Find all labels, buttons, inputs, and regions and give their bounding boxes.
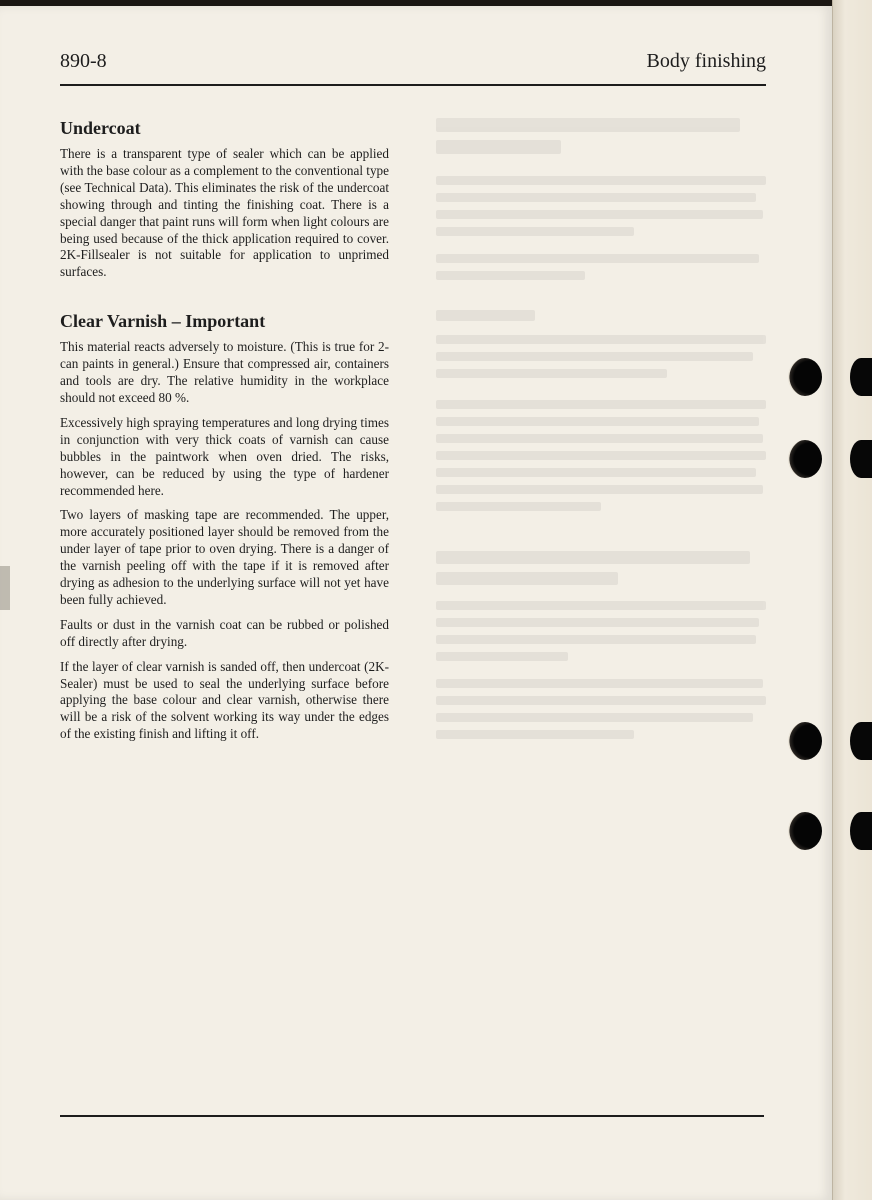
clear-varnish-paragraph-5: If the layer of clear varnish is sanded off, then undercoat (2K-Sealer) must be used to seal the underlying surface before applying the base colour and clear varnish, otherwise there will be a risk of the solvent working its way under the edges of the existing finish and lifting it off. — [60, 658, 389, 742]
binder-hole-icon — [788, 812, 822, 850]
clear-varnish-paragraph-4: Faults or dust in the varnish coat can be rubbed or polished off directly after drying. — [60, 616, 389, 649]
clear-varnish-paragraph-3: Two layers of masking tape are recommended. The upper, more accurately positioned layer should be removed from the under layer of tape prior to oven drying. There is a danger of the varnish peeling off with the tape if it is removed after drying as adhesion to the underlying surface will not yet have been fully achieved. — [60, 507, 389, 607]
footer-rule — [60, 1115, 764, 1117]
binder-hole-icon — [850, 440, 872, 478]
clear-varnish-paragraph-2: Excessively high spraying temperatures and long drying times in conjunction with very thick coats of varnish can cause bubbles in the paintwork when oven dried. The risks, however, can be reduced by using the type of hardener recommended here. — [60, 414, 389, 498]
clear-varnish-heading: Clear Varnish – Important — [60, 311, 266, 332]
binder-hole-icon — [788, 722, 822, 760]
binder-hole-icon — [850, 358, 872, 396]
section-title: Body finishing — [646, 50, 766, 72]
document-page — [0, 6, 832, 1200]
binder-hole-icon — [850, 812, 872, 850]
clear-varnish-paragraph-1: This material reacts adversely to moisture. (This is true for 2-can paints in general.) Ensure that compressed air, containers and tools are dry. The relative humidity in the workplace should not exceed 80 %. — [60, 339, 389, 405]
binder-hole-icon — [788, 358, 822, 396]
text-column — [60, 116, 389, 751]
show-through-text — [436, 118, 766, 747]
undercoat-heading: Undercoat — [60, 118, 141, 138]
undercoat-paragraph: There is a transparent type of sealer which can be applied with the base colour as a complement to the conventional type (see Technical Data). This eliminates the risk of the undercoat showing through and tinting the finishing coat. There is a special danger that paint runs will form when light colours are being used because of the thick application required to cover. 2K-Fillsealer is not suitable for application to unprimed surfaces. — [60, 146, 389, 280]
page-number: 890-8 — [60, 50, 107, 72]
next-page-edge — [832, 0, 872, 1200]
page-header — [60, 50, 766, 86]
page-edge-mark — [0, 566, 10, 610]
binder-hole-icon — [850, 722, 872, 760]
binder-hole-icon — [788, 440, 822, 478]
